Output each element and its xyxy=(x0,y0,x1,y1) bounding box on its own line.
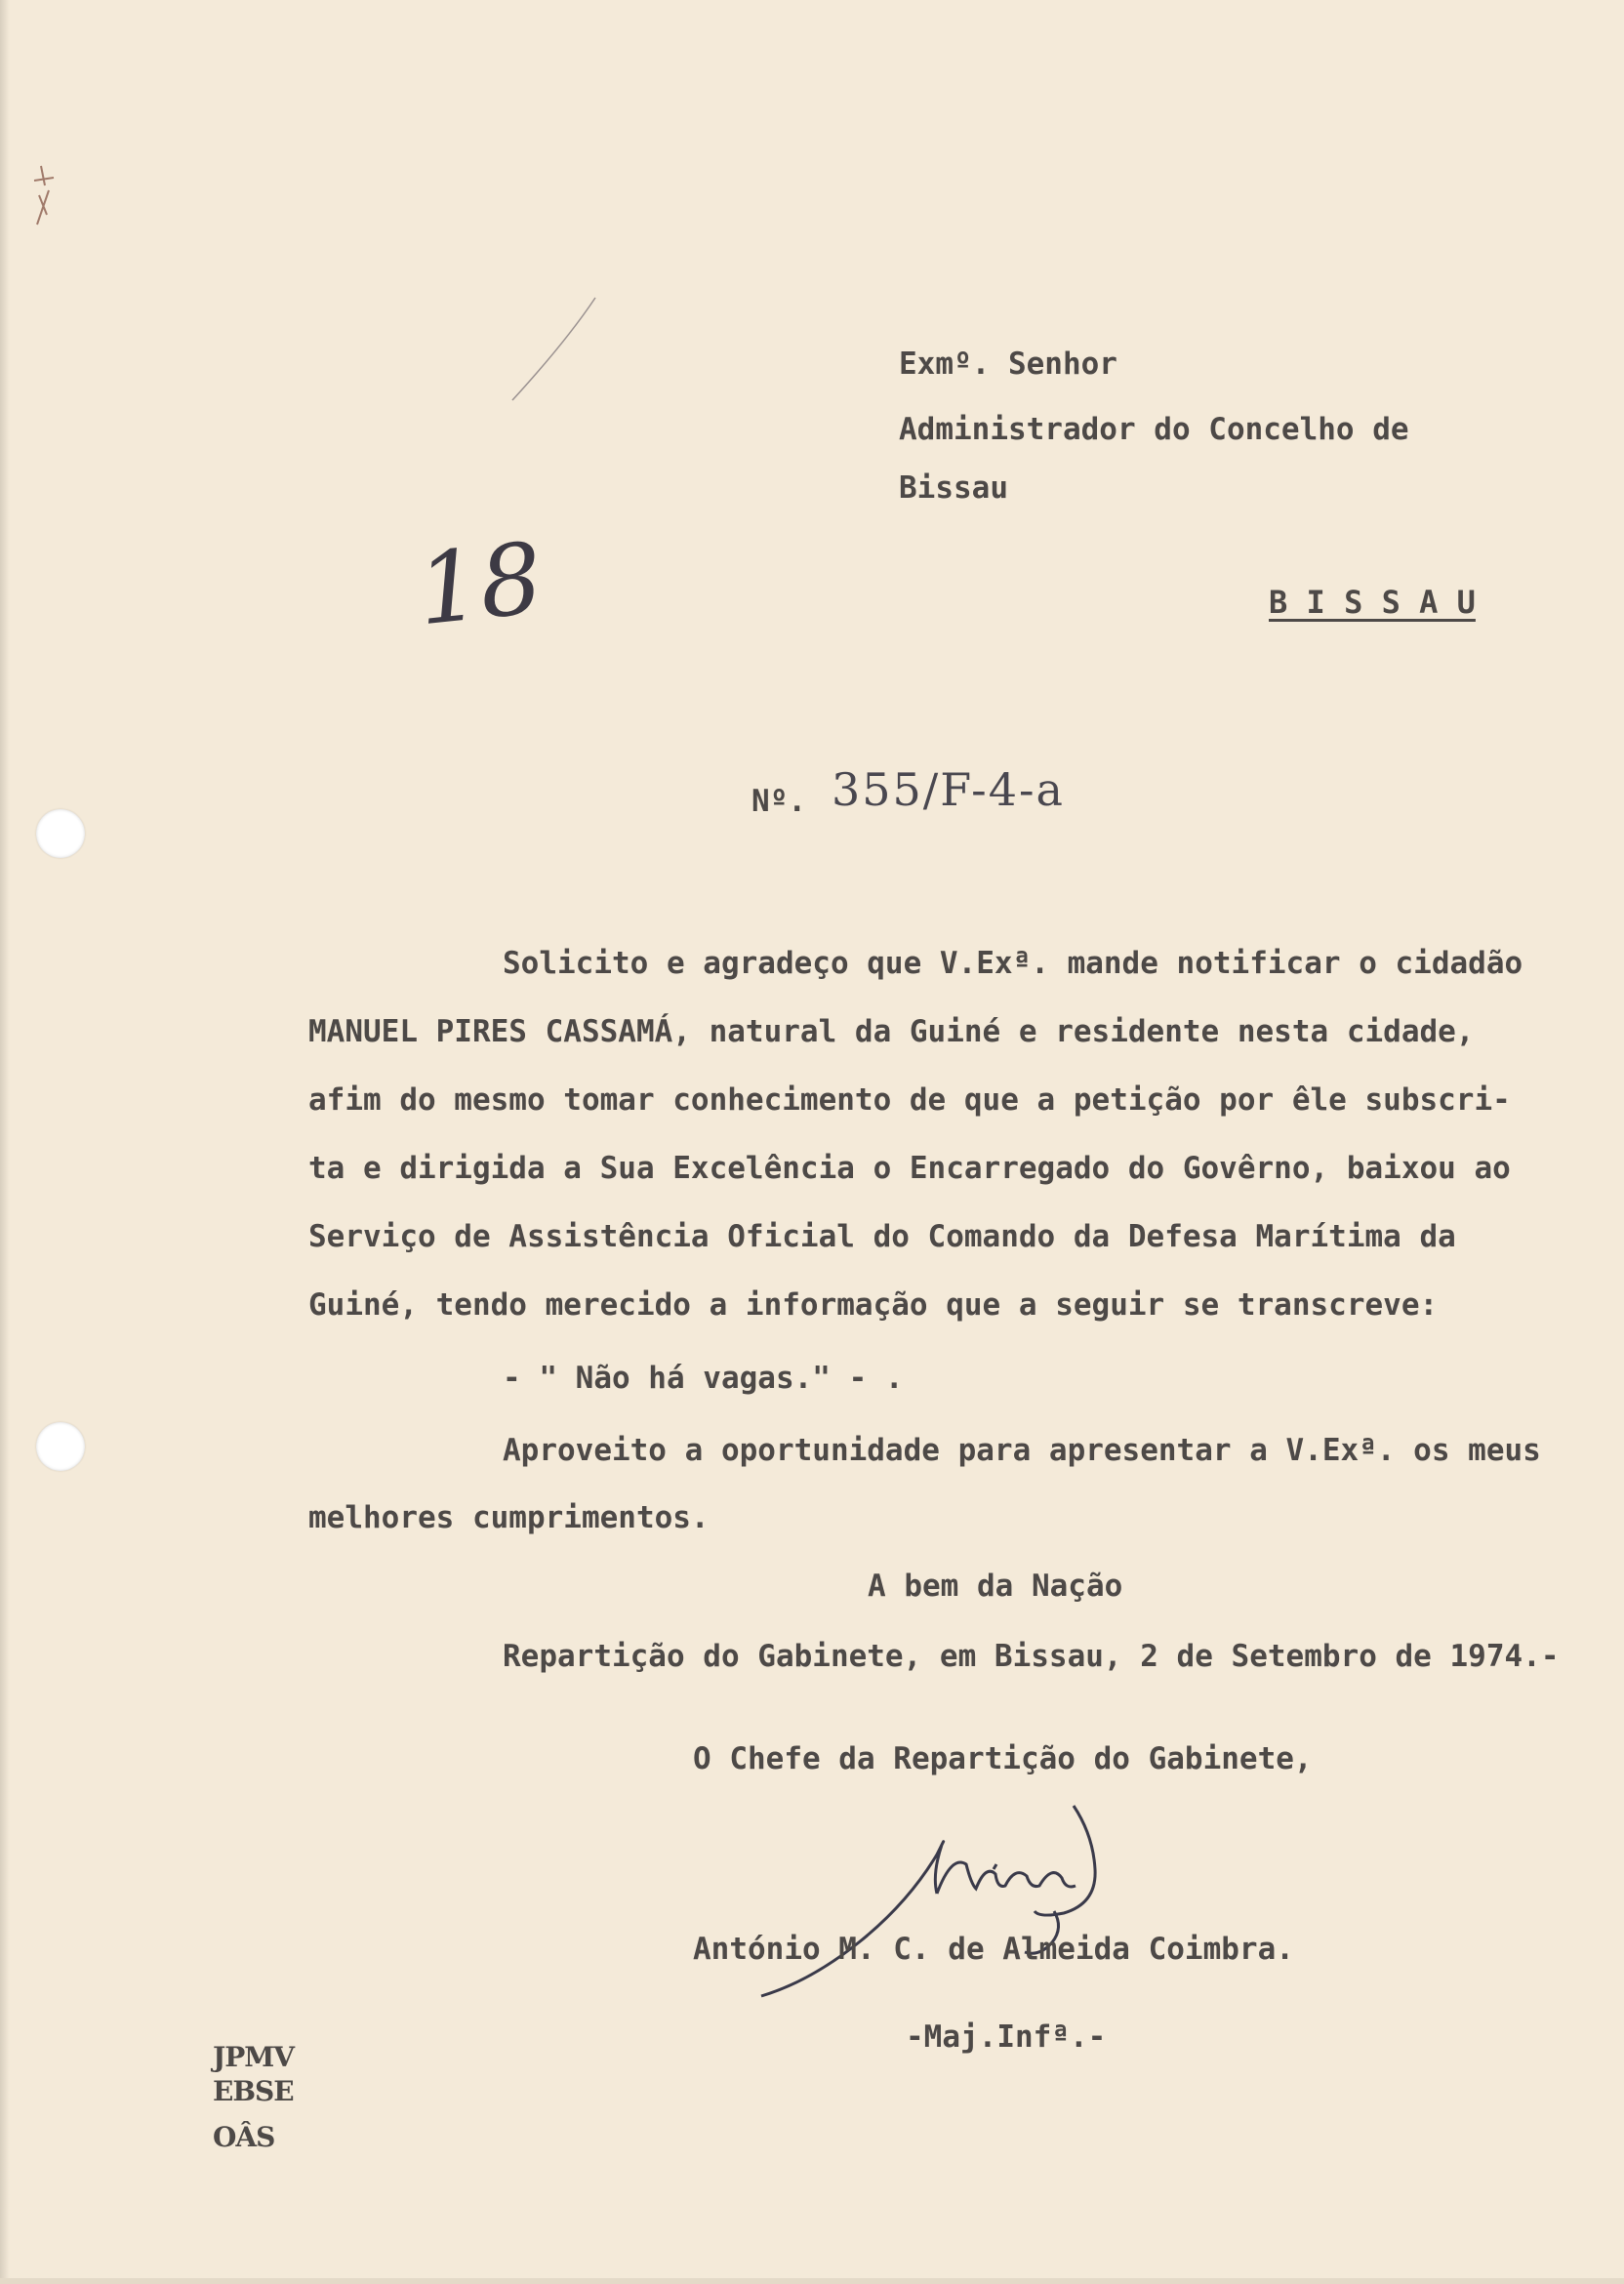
motto: A bem da Nação xyxy=(868,1569,1123,1604)
initials-line-2: EBSE xyxy=(213,2075,294,2107)
signer-rank: -Maj.Infª.- xyxy=(906,2019,1107,2055)
pencil-stroke xyxy=(508,293,605,410)
body-line-3: afim do mesmo tomar conhecimento de que a petição por êle subscri- xyxy=(308,1082,1511,1118)
recipient-city: B I S S A U xyxy=(1269,584,1476,621)
body-line-1: Solicito e agradeço que V.Exª. mande notificar o cidadão xyxy=(503,946,1523,981)
closing-line-1: Aproveito a oportunidade para apresentar a V.Exª. os meus xyxy=(503,1433,1541,1468)
initials-line-1: JPMV xyxy=(213,2041,295,2073)
signer-name: António M. C. de Almeida Coimbra. xyxy=(693,1932,1294,1967)
corner-mark xyxy=(20,156,68,234)
punch-hole-top xyxy=(36,809,85,858)
reference-label: Nº. xyxy=(751,784,806,819)
recipient-place: Bissau xyxy=(899,470,1008,506)
page-edge-shadow xyxy=(0,0,10,2284)
page-bottom-edge xyxy=(0,2278,1624,2284)
recipient-title: Administrador do Concelho de xyxy=(899,412,1409,447)
reference-number-handwritten: 355/F-4-a xyxy=(832,763,1065,816)
body-line-4: ta e dirigida a Sua Excelência o Encarregado do Govêrno, baixou ao xyxy=(308,1151,1511,1186)
initials-line-3: OÂS xyxy=(213,2121,275,2153)
folio-number-handwritten: 18 xyxy=(412,520,548,648)
body-line-5: Serviço de Assistência Oficial do Comando da Defesa Marítima da xyxy=(308,1219,1456,1254)
place-date: Repartição do Gabinete, em Bissau, 2 de Setembro de 1974.- xyxy=(503,1639,1560,1674)
quoted-information: - " Não há vagas." - . xyxy=(503,1361,904,1396)
punch-hole-bottom xyxy=(36,1422,85,1471)
body-line-6: Guiné, tendo merecido a informação que a seguir se transcreve: xyxy=(308,1287,1439,1323)
signer-title: O Chefe da Repartição do Gabinete, xyxy=(693,1741,1313,1776)
body-line-2: MANUEL PIRES CASSAMÁ, natural da Guiné e residente nesta cidade, xyxy=(308,1014,1475,1049)
closing-line-2: melhores cumprimentos. xyxy=(308,1500,710,1535)
handwritten-signature xyxy=(742,1796,1191,2011)
recipient-salutation: Exmº. Senhor xyxy=(899,347,1117,382)
